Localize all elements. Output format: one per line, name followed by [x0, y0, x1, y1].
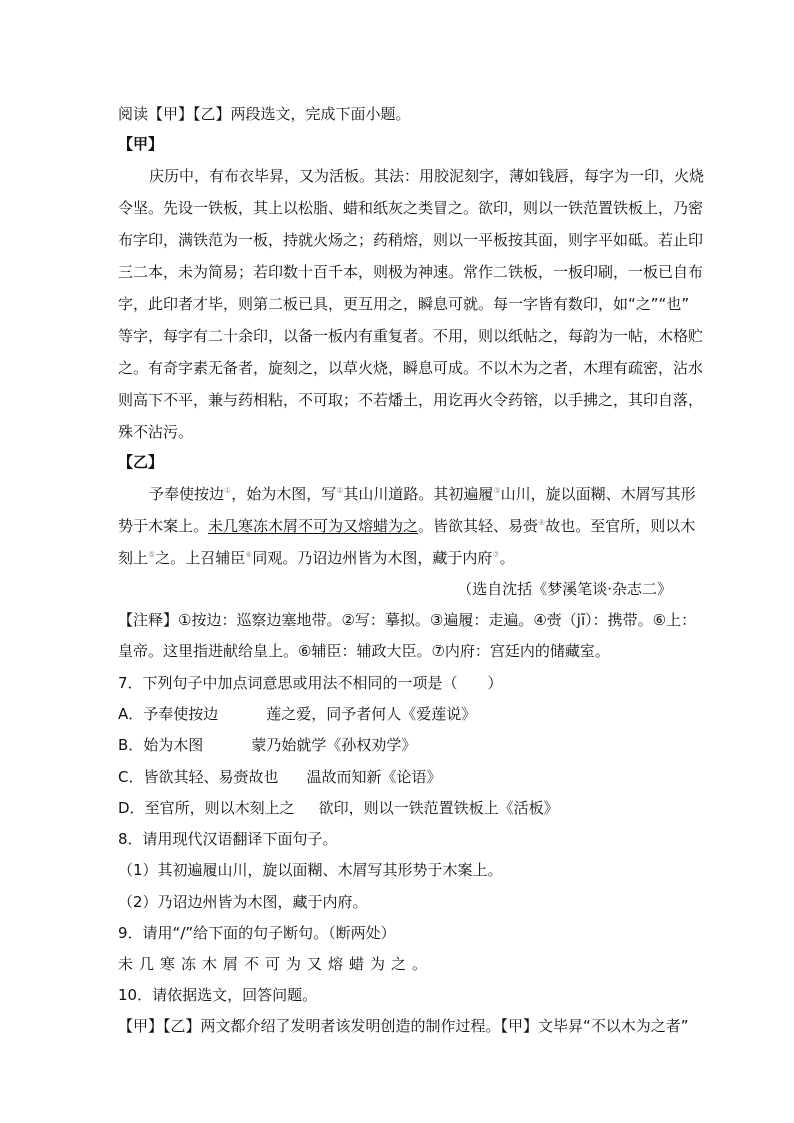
option-label: C．: [118, 768, 144, 786]
yi-text: 。皆欲其轻、易赍: [418, 517, 539, 535]
jia-line: 则高下不平，兼与药相粘，不可取；不若燔土，用讫再火令药镕，以手拂之，其印自落，: [118, 391, 704, 409]
jia-line: 令坚。先设一铁板，其上以松脂、蜡和纸灰之类冒之。欲印，则以一铁范置铁板上，乃密: [118, 199, 704, 217]
notes-line: 【注释】①按边：巡察边塞地带。②写：摹拟。③遍履：走遍。④赍（jī）：携带。⑥上：: [118, 611, 697, 629]
footnote-mark: ③: [493, 486, 501, 495]
yi-label: 【乙】: [118, 453, 164, 471]
intro-text: 阅读【甲】【乙】两段选文，完成下面小题。: [118, 105, 411, 123]
yi-text: 予奉使按边: [149, 485, 225, 503]
jia-line: 等字，每字有二十余印，以备一板内有重复者。不用，则以纸帖之，每韵为一帖，木格贮: [118, 327, 704, 345]
q7-option-d: [118, 798, 559, 818]
q9-sentence: 未几寒冻木屑不可为又熔蜡为之。: [118, 955, 434, 973]
yi-text: 故也。至官所，则以木: [545, 517, 696, 535]
question-10-stem: 10．请依据选文，回答问题。: [118, 986, 318, 1004]
jia-line: 之。有奇字素无备者，旋刻之，以草火烧，瞬息可成。不以木为之者，木理有疏密，沾水: [118, 359, 704, 377]
option-right: 蒙乃始就学《孙权劝学》: [251, 736, 417, 754]
yi-text: 之。上召辅臣: [155, 549, 246, 567]
option-label: D．: [118, 799, 145, 817]
jia-line: 布字印，满铁范为一板，持就火炀之；药稍熔，则以一平板按其面，则字平如砥。若止印: [118, 231, 704, 249]
jia-line: 庆历中，有布衣毕昇，又为活板。其法：用胶泥刻字，薄如钱唇，每字为一印，火烧: [149, 167, 705, 185]
yi-text: 。: [499, 549, 515, 567]
q8-item: （2）乃诏边州皆为木图，藏于内府。: [118, 893, 368, 911]
question-8-stem: 8．请用现代汉语翻译下面句子。: [118, 830, 338, 848]
underlined-sentence: 未几寒冻木屑不可为又熔蜡为之: [208, 517, 419, 535]
q7-option-c: [118, 767, 442, 787]
option-right: 莲之爱，同予者何人《爱莲说》: [266, 705, 477, 723]
yi-text: 同观。乃诏边州皆为木图，藏于内府: [252, 549, 493, 567]
yi-text: 势于木案上。: [118, 517, 209, 535]
jia-line: 字，此印者才毕，则第二板已具，更互用之，瞬息可就。每一字皆有数印，如“之”“也”: [118, 295, 690, 313]
q10-text: 【甲】【乙】两文都介绍了发明者该发明创造的制作过程。【甲】文毕昇“不以木为之者”: [118, 1017, 689, 1035]
yi-line: [118, 548, 515, 568]
option-left: 予奉使按边: [143, 705, 219, 723]
jia-label: 【甲】: [118, 135, 164, 153]
q7-option-b: [118, 735, 416, 755]
footnote-mark: ⑥: [245, 550, 253, 559]
yi-line: [149, 484, 696, 504]
option-label: B．: [118, 736, 144, 754]
option-right: 欲印，则以一铁范置铁板上《活板》: [318, 799, 559, 817]
yi-text: ，始为木图，写: [231, 485, 337, 503]
footnote-mark: ⑤: [148, 550, 156, 559]
q8-item: （1）其初遍履山川，旋以面糊、木屑写其形势于木案上。: [118, 861, 503, 879]
notes-line: 皇帝。这里指进献给皇上。⑥辅臣：辅政大臣。⑦内府：宫廷内的储藏室。: [118, 642, 610, 660]
yi-text: 其山川道路。其初遍履: [343, 485, 494, 503]
option-label: A．: [118, 705, 144, 723]
option-left: 皆欲其轻、易赍故也: [143, 768, 279, 786]
yi-text: 山川，旋以面糊、木屑写其形: [500, 485, 696, 503]
option-right: 温故而知新《论语》: [306, 768, 442, 786]
jia-line: 殊不沾污。: [118, 423, 194, 441]
footnote-mark: ①: [224, 486, 232, 495]
jia-line: 三二本，未为简易；若印数十百千本，则极为神速。常作二铁板，一板印刷，一板已自布: [118, 263, 704, 281]
footnote-mark: ④: [538, 518, 546, 527]
option-left: 至官所，则以木刻上之: [144, 799, 295, 817]
q7-option-a: [118, 704, 476, 724]
yi-line: [118, 516, 695, 536]
question-7-stem: 7．下列句子中加点词意思或用法不相同的一项是（ ）: [118, 674, 503, 692]
yi-text: 刻上: [118, 549, 149, 567]
footnote-mark: ⑦: [492, 550, 500, 559]
option-left: 始为木图: [143, 736, 204, 754]
footnote-mark: ②: [336, 486, 344, 495]
question-9-stem: 9．请用“/”给下面的句子断句。（断两处）: [118, 924, 396, 942]
source-citation: （选自沈括《梦溪笔谈·杂志二》: [457, 580, 672, 598]
